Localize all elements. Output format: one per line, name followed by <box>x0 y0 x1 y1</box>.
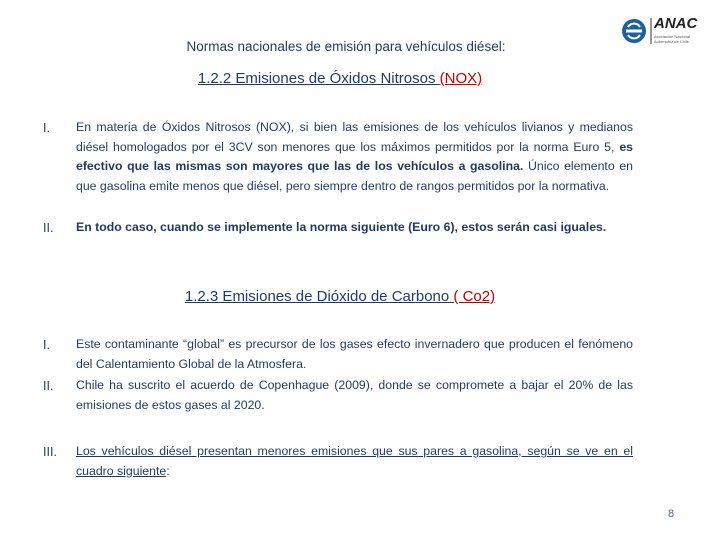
list-number: I. <box>43 338 50 352</box>
list-item: En materia de Óxidos Nitrosos (NOX), si bien las emisiones de los vehículos livianos y medianos diésel homologados por el 3CV son menores que los máximos permitidos por la norma Euro 5, es efectivo que las mismas son mayores que las de los vehículos a gasolina. Único elemento en que gasolina emite menos que diésel, pero siempre dentro de rangos permitidos por la normativa. <box>76 120 633 193</box>
list-number: I. <box>43 121 50 135</box>
list-item: En todo caso, cuando se implemente la norma siguiente (Euro 6), estos serán casi iguales. <box>76 220 607 234</box>
page-number: 8 <box>668 508 675 520</box>
section-title-nox: 1.2.2 Emisiones de Óxidos Nitrosos (NOX) <box>197 70 483 87</box>
list-item: Los vehículos diésel presentan menores emisiones que sus pares a gasolina, según se ve en el cuadro siguiente: <box>76 444 633 478</box>
list-number: II. <box>43 379 54 393</box>
page-header: Normas nacionales de emisión para vehículos diésel: <box>186 39 506 54</box>
list-item: Este contaminante “global” es precursor de los gases efecto invernadero que producen el fenómeno del Calentamiento Global de la Atmosfera. <box>76 337 633 371</box>
logo-text: ANAC <box>654 15 698 32</box>
list-item: Chile ha suscrito el acuerdo de Copenhague (2009), donde se compromete a bajar el 20% de las emisiones de estos gases al 2020. <box>76 378 633 412</box>
list-number: II. <box>43 221 54 235</box>
section-title-co2: 1.2.3 Emisiones de Dióxido de Carbono ( Co2) <box>184 288 496 305</box>
list-number: III. <box>43 445 57 459</box>
logo-subtitle: Asociación Nacional Automotriz de Chile <box>654 34 691 44</box>
